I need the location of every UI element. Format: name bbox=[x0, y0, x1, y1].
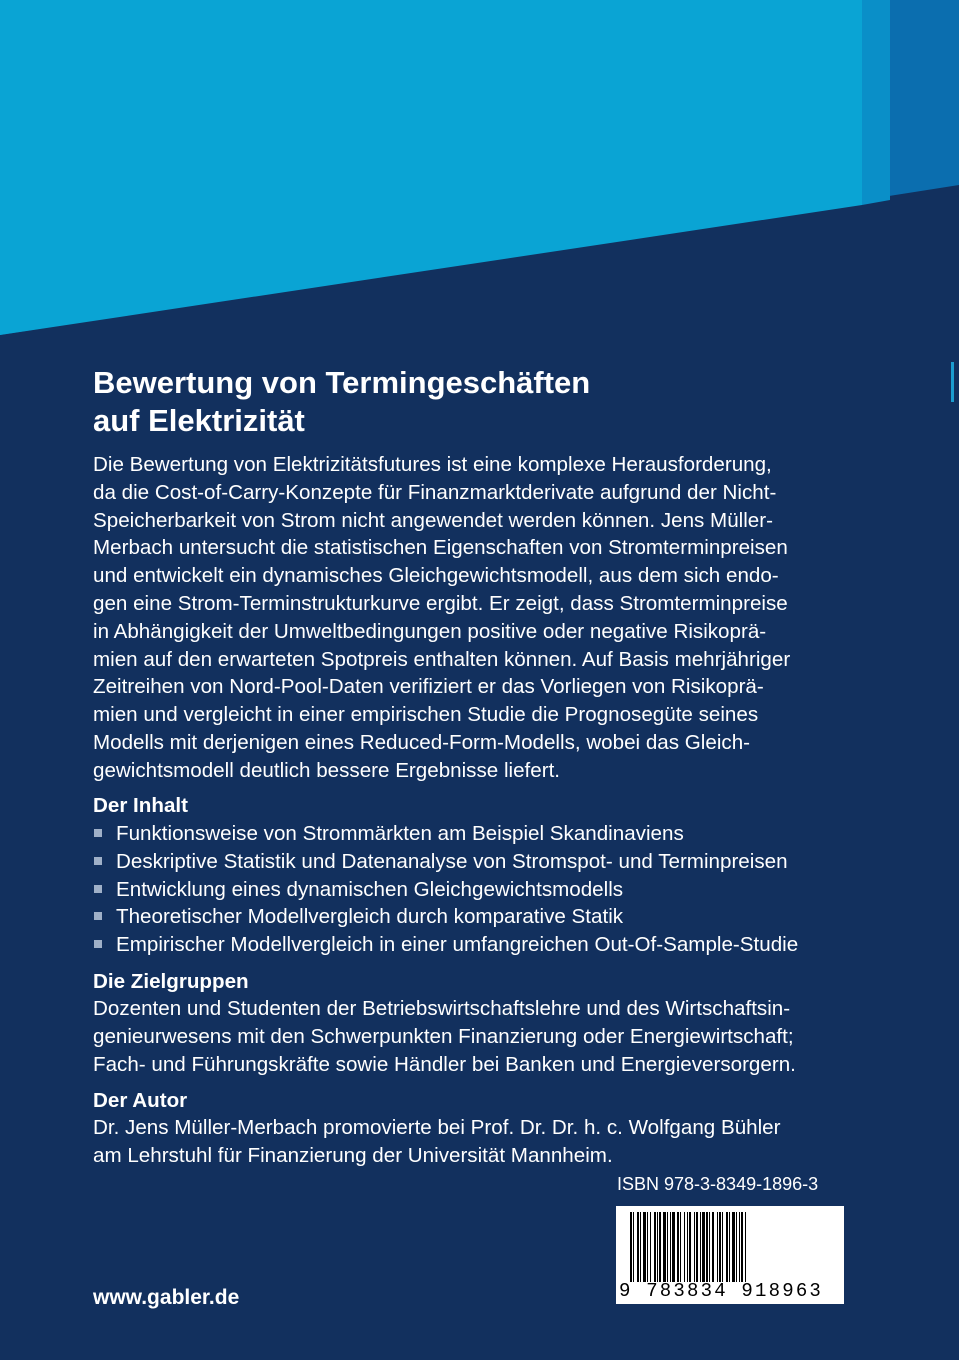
inhalt-list bbox=[93, 820, 798, 959]
zielgruppen-line: Fach- und Führungskräfte sowie Händler bei Banken und Energieversorgern. bbox=[93, 1052, 796, 1076]
list-item: Entwicklung eines dynamischen Gleichgewichtsmodells bbox=[93, 876, 798, 904]
zielgruppen-line: genieurwesens mit den Schwerpunkten Finanzierung oder Energiewirtschaft; bbox=[93, 1024, 794, 1048]
description-line: mien auf den erwarteten Spotpreis enthalten können. Auf Basis mehrjähriger bbox=[93, 647, 791, 671]
title-line: auf Elektrizität bbox=[93, 403, 305, 438]
description-line: Modells mit derjenigen eines Reduced-Form-Modells, wobei das Gleich- bbox=[93, 730, 750, 754]
description-line: gen eine Strom-Terminstrukturkurve ergibt. Er zeigt, dass Stromterminpreise bbox=[93, 591, 788, 615]
bullet-square-icon bbox=[94, 857, 102, 865]
barcode-bars bbox=[630, 1212, 749, 1282]
zielgruppen-text bbox=[93, 995, 796, 1078]
autor-line: am Lehrstuhl für Finanzierung der Universität Mannheim. bbox=[93, 1143, 613, 1167]
description-line: in Abhängigkeit der Umweltbedingungen positive oder negative Risikoprä- bbox=[93, 619, 767, 643]
list-item: Funktionsweise von Strommärkten am Beispiel Skandinaviens bbox=[93, 820, 798, 848]
description-line: mien und vergleicht in einer empirischen Studie die Prognosegüte seines bbox=[93, 703, 759, 727]
zielgruppen-heading: Die Zielgruppen bbox=[93, 970, 249, 993]
title-line: Bewertung von Termingeschäften bbox=[93, 365, 591, 400]
publisher-website: www.gabler.de bbox=[93, 1286, 240, 1309]
bullet-square-icon bbox=[94, 829, 102, 837]
description-line: Merbach untersucht die statistischen Eigenschaften von Stromterminpreisen bbox=[93, 536, 788, 560]
autor-line: Dr. Jens Müller-Merbach promovierte bei Prof. Dr. Dr. h. c. Wolfgang Bühler bbox=[93, 1116, 781, 1139]
autor-text bbox=[93, 1114, 781, 1170]
description-line: Zeitreihen von Nord-Pool-Daten verifiziert er das Vorliegen von Risikoprä- bbox=[93, 675, 764, 699]
spine-marker bbox=[951, 362, 954, 402]
inhalt-heading: Der Inhalt bbox=[93, 794, 188, 817]
isbn-label: ISBN 978-3-8349-1896-3 bbox=[617, 1174, 819, 1194]
barcode-number: 9 783834 918963 bbox=[619, 1280, 824, 1302]
barcode bbox=[616, 1206, 844, 1304]
description bbox=[93, 451, 853, 785]
autor-heading: Der Autor bbox=[93, 1089, 188, 1112]
list-item: Deskriptive Statistik und Datenanalyse von Stromspot- und Terminpreisen bbox=[93, 848, 798, 876]
zielgruppen-line: Dozenten und Studenten der Betriebswirtschaftslehre und des Wirtschaftsin- bbox=[93, 997, 791, 1020]
barcode-gap bbox=[746, 1212, 749, 1282]
list-item: Theoretischer Modellvergleich durch komparative Statik bbox=[93, 903, 798, 931]
book-title bbox=[93, 364, 853, 440]
cyan-band-edge bbox=[862, 0, 890, 205]
bullet-square-icon bbox=[94, 885, 102, 893]
description-line: da die Cost-of-Carry-Konzepte für Finanzmarktderivate aufgrund der Nicht- bbox=[93, 480, 777, 504]
bullet-square-icon bbox=[94, 912, 102, 920]
description-line: Die Bewertung von Elektrizitätsfutures ist eine komplexe Herausforderung, bbox=[93, 453, 772, 476]
description-line: und entwickelt ein dynamisches Gleichgewichtsmodell, aus dem sich endo- bbox=[93, 564, 779, 588]
bullet-square-icon bbox=[94, 940, 102, 948]
list-item: Empirischer Modellvergleich in einer umfangreichen Out-Of-Sample-Studie bbox=[93, 931, 798, 959]
description-line: Speicherbarkeit von Strom nicht angewendet werden können. Jens Müller- bbox=[93, 508, 773, 532]
description-line: gewichtsmodell deutlich bessere Ergebnisse liefert. bbox=[93, 758, 561, 782]
